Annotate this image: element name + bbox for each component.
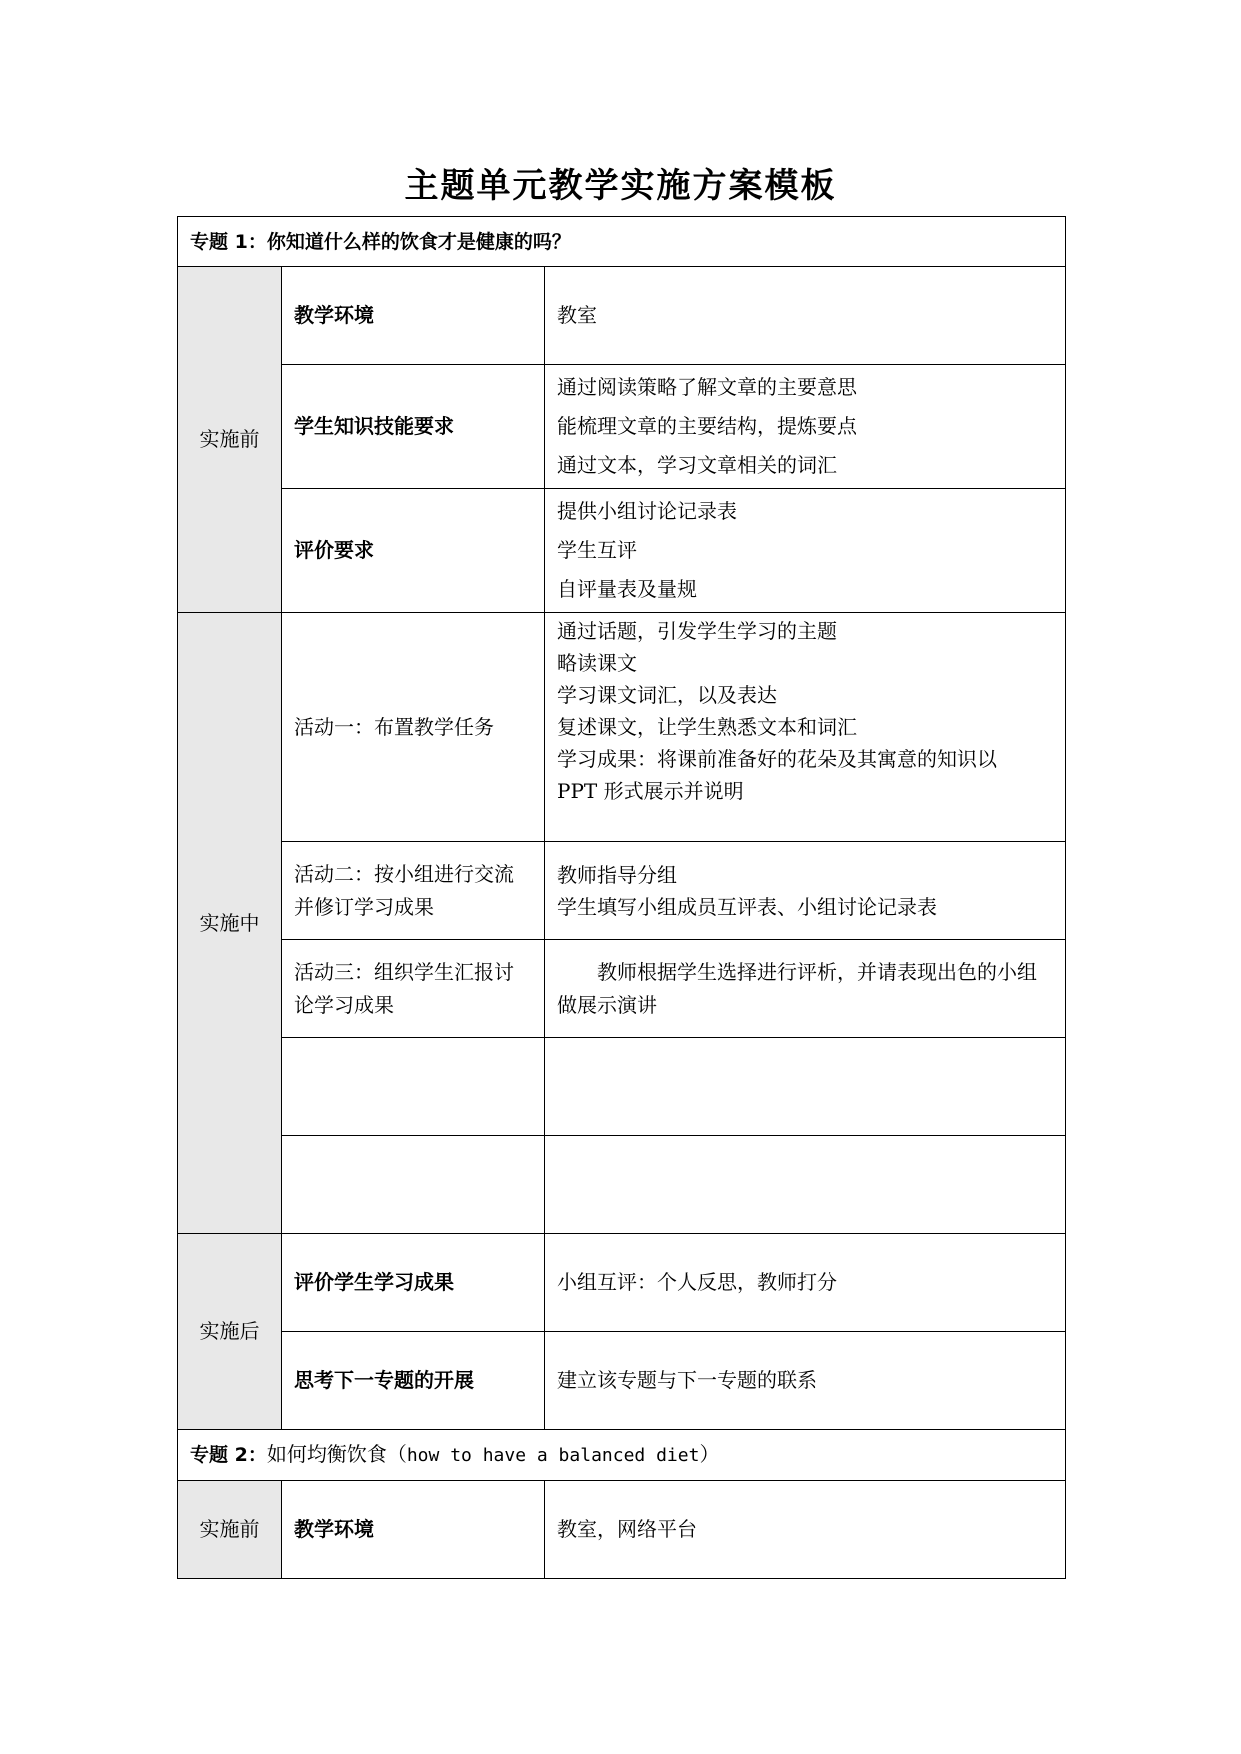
topic2-env-value: 教室，网络平台 (545, 1481, 1066, 1579)
topic2-cell (178, 1430, 1066, 1481)
topic1-label: 专题 1： (190, 230, 267, 253)
topic1-row (178, 217, 1066, 267)
topic1-cell (178, 217, 1066, 267)
act1-label: 活动一：布置教学任务 (282, 613, 545, 842)
empty-cell (545, 1038, 1066, 1136)
page-title: 主题单元教学实施方案模板 (404, 166, 837, 206)
after-next-label: 思考下一专题的开展 (282, 1332, 545, 1430)
after-eval-row (178, 1234, 1066, 1332)
eval-item: 提供小组讨论记录表 (557, 499, 737, 523)
act3-label: 活动三：组织学生汇报讨论学习成果 (282, 940, 545, 1038)
act1-item: 略读课文 (557, 651, 637, 675)
phase-after: 实施后 (178, 1234, 282, 1430)
after-eval-value: 小组互评：个人反思，教师打分 (545, 1234, 1066, 1332)
before-eval-label: 评价要求 (282, 489, 545, 613)
phase-during: 实施中 (178, 613, 282, 1234)
skill-item: 通过阅读策略了解文章的主要意思 (557, 375, 857, 399)
eval-item: 学生互评 (557, 538, 637, 562)
act2-label: 活动二：按小组进行交流并修订学习成果 (282, 842, 545, 940)
skill-item: 通过文本，学习文章相关的词汇 (557, 453, 837, 477)
act1-item: 学习课文词汇，以及表达 (557, 683, 777, 707)
before-skills-label: 学生知识技能要求 (282, 365, 545, 489)
topic2-text-cn: 如何均衡饮食（ (266, 1442, 407, 1466)
phase-before: 实施前 (178, 267, 282, 613)
empty-cell (282, 1136, 545, 1234)
after-eval-label: 评价学生学习成果 (282, 1234, 545, 1332)
during-act1-row (178, 613, 1066, 842)
before-env-label: 教学环境 (282, 267, 545, 365)
topic2-row (178, 1430, 1066, 1481)
topic2-before-env-row (178, 1481, 1066, 1579)
empty-cell (545, 1136, 1066, 1234)
before-eval-value (545, 489, 1066, 613)
skill-item: 能梳理文章的主要结构，提炼要点 (557, 414, 857, 438)
eval-item: 自评量表及量规 (557, 577, 697, 601)
act1-item: 通过话题，引发学生学习的主题 (557, 619, 837, 643)
during-empty-row (178, 1136, 1066, 1234)
empty-cell (282, 1038, 545, 1136)
during-act3-row (178, 940, 1066, 1038)
after-next-row (178, 1332, 1066, 1430)
act1-item: 复述课文，让学生熟悉文本和词汇 (557, 715, 857, 739)
act1-value (545, 613, 1066, 842)
act3-value: 教师根据学生选择进行评析，并请表现出色的小组做展示演讲 (545, 940, 1066, 1038)
during-empty-row (178, 1038, 1066, 1136)
act1-item: 学习成果：将课前准备好的花朵及其寓意的知识以 (557, 747, 997, 771)
act2-item: 教师指导分组 (557, 862, 677, 887)
before-env-value: 教室 (545, 267, 1066, 365)
before-eval-row (178, 489, 1066, 613)
act1-item: PPT 形式展示并说明 (557, 779, 744, 803)
topic1-text: 你知道什么样的饮食才是健康的吗？ (266, 230, 571, 253)
phase-before-2: 实施前 (178, 1481, 282, 1579)
before-skills-row (178, 365, 1066, 489)
during-act2-row (178, 842, 1066, 940)
topic2-text-close: ） (699, 1442, 720, 1466)
plan-table (177, 216, 1066, 1579)
before-env-row (178, 267, 1066, 365)
topic2-label: 专题 2： (190, 1444, 267, 1466)
before-skills-value (545, 365, 1066, 489)
topic2-text-en: how to have a balanced diet (406, 1445, 700, 1466)
act2-item: 学生填写小组成员互评表、小组讨论记录表 (557, 894, 937, 919)
after-next-value: 建立该专题与下一专题的联系 (545, 1332, 1066, 1430)
topic2-env-label: 教学环境 (282, 1481, 545, 1579)
act2-value (545, 842, 1066, 940)
